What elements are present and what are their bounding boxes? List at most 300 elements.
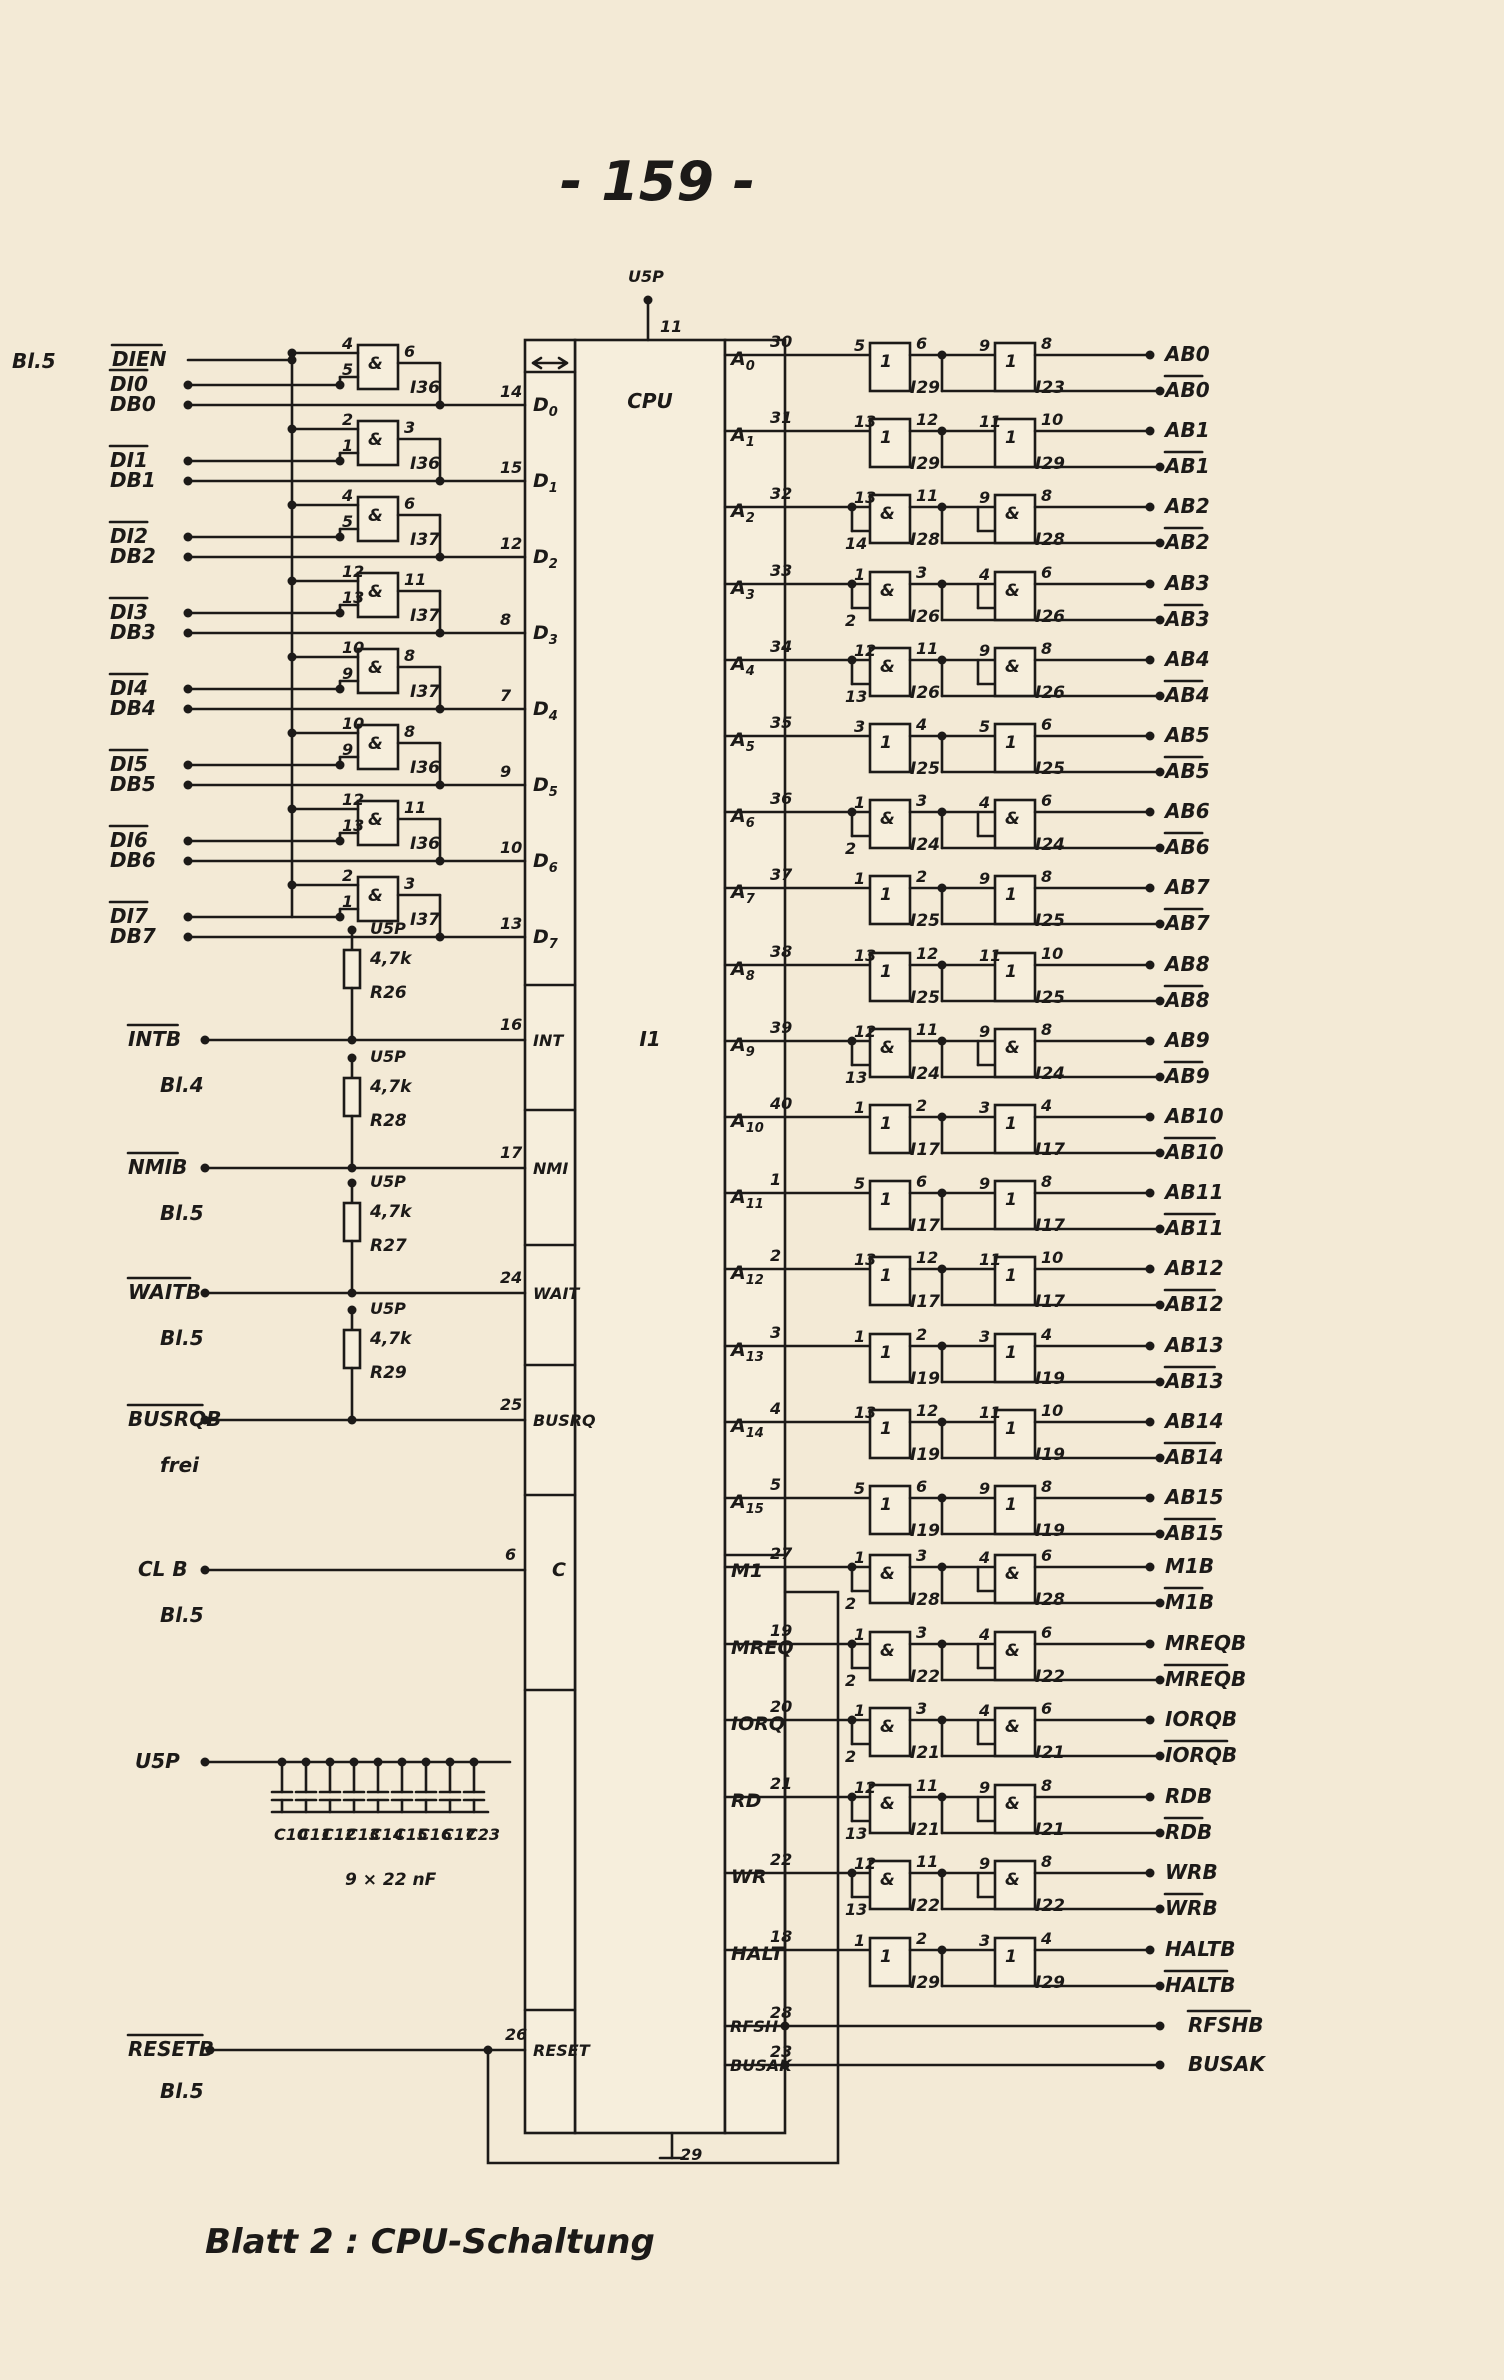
pin-number: 12 [854, 1778, 877, 1797]
output-label-inverted: AB7 [1165, 911, 1210, 935]
address-bit-AB0 [725, 332, 1210, 402]
junction-dot [336, 609, 345, 618]
pin-number: 1 [854, 1625, 866, 1644]
cpu-pin-label: $D_0$ [533, 394, 558, 420]
capacitor-ref: C14 [370, 1825, 405, 1844]
pin-number: 3 [979, 1098, 991, 1117]
gate-symbol: & [1005, 1641, 1020, 1661]
pin-number: 3 [916, 1546, 928, 1565]
gate-ic-label: I28 [1035, 530, 1065, 550]
gate-ic-label: I19 [910, 1521, 940, 1541]
gate-symbol: & [1005, 1870, 1020, 1890]
cpu-pin-label: WR [731, 1866, 767, 1888]
pin-number: 3 [854, 717, 866, 736]
junction-dot [288, 653, 297, 662]
pin-number: 9 [979, 336, 991, 355]
pullup-vcc-label: U5P [370, 1299, 406, 1318]
pin-number: 1 [854, 1701, 866, 1720]
pin-number: 9 [979, 488, 991, 507]
junction-dot [184, 553, 193, 562]
address-bit-AB2 [725, 484, 1210, 554]
gate-symbol: & [368, 810, 383, 830]
junction-dot [201, 1036, 210, 1045]
gate-ic-label: I24 [910, 1064, 940, 1084]
cpu-pin-label: $A_1$ [731, 424, 755, 450]
cpu-pin-number: 7 [500, 686, 512, 705]
address-bit-AB1 [725, 408, 1210, 478]
pin-number: 1 [854, 1098, 866, 1117]
cpu-pin-label: $D_2$ [533, 546, 558, 572]
output-label: AB11 [1165, 1180, 1224, 1204]
gate-symbol: 1 [1005, 1343, 1017, 1363]
cpu-pin-label: $A_5$ [731, 729, 755, 755]
gate-ic-label: I36 [410, 758, 440, 778]
junction-dot [348, 1416, 357, 1425]
pin-number: 4 [979, 793, 991, 812]
gate-ic-label: I19 [1035, 1369, 1065, 1389]
decoupling-vcc-label: U5P [135, 1749, 180, 1773]
pin-number: 9 [979, 1854, 991, 1873]
junction-dot [436, 553, 445, 562]
junction-dot [1146, 1037, 1155, 1046]
junction-dot [1146, 1640, 1155, 1649]
pin-number: 11 [916, 1776, 939, 1795]
gate-ic-label: I24 [910, 835, 940, 855]
signal-label: DI3 [110, 600, 148, 624]
output-label-inverted: AB2 [1165, 530, 1210, 554]
junction-dot [288, 501, 297, 510]
junction-dot [436, 477, 445, 486]
address-bit-AB10 [725, 1094, 1224, 1164]
output-label-inverted: AB5 [1165, 759, 1210, 783]
junction-dot [1146, 1946, 1155, 1955]
gate-ic-label: I26 [1035, 683, 1065, 703]
cpu-pin-number: 37 [770, 865, 793, 884]
signal-label: DI6 [110, 828, 148, 852]
gate-symbol: 1 [880, 1114, 892, 1134]
pin-number: 11 [916, 639, 939, 658]
junction-dot [1146, 1342, 1155, 1351]
junction-dot [1156, 1530, 1165, 1539]
pin-number: 6 [1041, 1546, 1053, 1565]
resistor-ref: R29 [370, 1363, 407, 1383]
cpu-pin-label: $A_7$ [731, 881, 755, 907]
cpu-pin-label: $A_{11}$ [731, 1186, 764, 1212]
pin-number: 2 [845, 1747, 857, 1766]
cpu-pin-number: 3 [770, 1323, 782, 1342]
pin-number: 13 [342, 588, 365, 607]
cpu-pin-number: 13 [500, 914, 523, 933]
capacitor-ref: C13 [346, 1825, 381, 1844]
junction-dot [288, 805, 297, 814]
resistor-ref: R28 [370, 1111, 407, 1131]
gate-ic-label: I29 [910, 454, 940, 474]
gate-ic-label: I22 [1035, 1896, 1065, 1916]
pin-number: 11 [404, 798, 427, 817]
gate-symbol: & [880, 657, 895, 677]
clock-label: CL B [138, 1557, 188, 1581]
junction-dot [184, 381, 193, 390]
gate-symbol: & [880, 1038, 895, 1058]
pin-number: 5 [342, 360, 354, 379]
gate-ic-label: I37 [410, 910, 440, 930]
pin-number: 5 [854, 1174, 866, 1193]
sheet-ref: Bl.5 [160, 1326, 204, 1350]
cpu-pin-number: 24 [500, 1268, 523, 1287]
pin-number: 13 [854, 1250, 877, 1269]
pin-number: 12 [342, 790, 365, 809]
junction-dot [1156, 1752, 1165, 1761]
pin-number: 2 [845, 611, 857, 630]
data-bit-DB5 [110, 714, 525, 796]
cpu-pin-label: BUSRQ [533, 1411, 596, 1430]
junction-dot [1146, 656, 1155, 665]
cpu-pin-number: 8 [500, 610, 512, 629]
pin-number: 9 [979, 1022, 991, 1041]
pin-number: 12 [854, 1854, 877, 1873]
control-output-RDB [725, 1774, 1212, 1844]
junction-dot [201, 1289, 210, 1298]
cpu-pin-label: $A_{10}$ [731, 1110, 764, 1136]
pin-number: 10 [342, 714, 365, 733]
output-label-inverted: AB15 [1165, 1521, 1224, 1545]
cpu-pin-label: MREQ [731, 1637, 794, 1659]
pin-number: 3 [916, 1623, 928, 1642]
pin-number: 8 [1041, 1776, 1053, 1795]
cpu-pin-number: 25 [500, 1395, 523, 1414]
pin-number: 4 [1041, 1929, 1053, 1948]
junction-dot [1146, 1793, 1155, 1802]
data-bit-DB0 [110, 334, 525, 416]
control-output-IORQB [725, 1697, 1237, 1767]
gate-symbol: & [880, 809, 895, 829]
junction-dot [1146, 1189, 1155, 1198]
gate-ic-label: I21 [910, 1820, 940, 1840]
pin-number: 9 [979, 1479, 991, 1498]
output-label: AB10 [1165, 1104, 1224, 1128]
gate-ic-label: I17 [910, 1216, 940, 1236]
gate-symbol: 1 [880, 428, 892, 448]
sheet-ref-dien: Bl.5 [12, 349, 56, 373]
pin-number: 8 [404, 646, 416, 665]
pin-number: 8 [1041, 486, 1053, 505]
address-bit-AB8 [725, 942, 1210, 1012]
pin-number: 5 [342, 512, 354, 531]
gate-ic-label: I22 [1035, 1667, 1065, 1687]
output-label: BUSAK [1188, 2052, 1265, 2076]
gate-ic-label: I29 [910, 1973, 940, 1993]
gate-symbol: & [1005, 581, 1020, 601]
junction-dot [1146, 1716, 1155, 1725]
junction-dot [184, 705, 193, 714]
output-label-inverted: MREQB [1165, 1667, 1247, 1691]
junction-dot [1156, 1378, 1165, 1387]
cpu-ref: I1 [639, 1027, 661, 1051]
pin-number: 8 [1041, 867, 1053, 886]
pin-number: 6 [916, 334, 928, 353]
gate-ic-label: I24 [1035, 835, 1065, 855]
junction-dot [184, 857, 193, 866]
output-label-inverted: AB8 [1165, 988, 1210, 1012]
junction-dot [184, 837, 193, 846]
junction-dot [1156, 387, 1165, 396]
output-label-inverted: AB11 [1165, 1216, 1224, 1240]
output-label: AB2 [1165, 494, 1210, 518]
output-label-inverted: IORQB [1165, 1743, 1238, 1767]
pin-number: 8 [1041, 1477, 1053, 1496]
sheet-ref: Bl.5 [160, 1201, 204, 1225]
pin-number: 13 [845, 1824, 868, 1843]
cpu-pin-label: $A_2$ [731, 500, 755, 526]
junction-dot [288, 349, 297, 358]
output-label-inverted: AB9 [1165, 1064, 1210, 1088]
pin-number: 13 [845, 687, 868, 706]
pin-number: 4 [979, 1701, 991, 1720]
signal-label: NMIB [128, 1155, 188, 1179]
junction-dot [1156, 1301, 1165, 1310]
pullup-vcc-label: U5P [370, 919, 406, 938]
signal-label: BUSRQB [128, 1407, 222, 1431]
pin-number: 6 [1041, 1623, 1053, 1642]
cpu-pin-label: $A_0$ [731, 348, 755, 374]
address-bit-AB5 [725, 713, 1210, 783]
control-input-INTB [128, 919, 564, 1097]
pin-number: 1 [854, 1931, 866, 1950]
gate-symbol: & [368, 658, 383, 678]
junction-dot [288, 425, 297, 434]
junction-dot [184, 781, 193, 790]
cpu-pin-label: IORQ [731, 1713, 786, 1735]
pin-number: 9 [342, 740, 354, 759]
signal-label: DB6 [110, 848, 156, 872]
cpu-pin-number: 2 [770, 1246, 782, 1265]
pin-number: 4 [979, 565, 991, 584]
output-label-inverted: AB1 [1165, 454, 1210, 478]
junction-dot [184, 477, 193, 486]
output-label: AB12 [1165, 1256, 1224, 1280]
cpu-pin-number: 19 [770, 1621, 793, 1640]
address-bit-AB6 [725, 789, 1210, 859]
cpu-body [575, 340, 725, 2133]
address-bit-AB12 [725, 1246, 1224, 1316]
sheet-ref-resetb: Bl.5 [160, 2079, 204, 2103]
sheet-ref: Bl.4 [160, 1073, 204, 1097]
gate-symbol: & [1005, 1717, 1020, 1737]
gate-symbol: & [1005, 504, 1020, 524]
gate-symbol: 1 [1005, 1266, 1017, 1286]
gate-symbol: 1 [880, 885, 892, 905]
cpu-pin-number: 39 [770, 1018, 793, 1037]
gate-symbol: 1 [1005, 1114, 1017, 1134]
data-bit-DB2 [110, 486, 525, 568]
reset-label: RESETB [128, 2037, 215, 2061]
resistor-value: 4,7k [370, 949, 412, 969]
pin-number: 3 [404, 874, 416, 893]
pin-number: 4 [979, 1625, 991, 1644]
junction-dot [336, 533, 345, 542]
clock-pin-number: 6 [505, 1545, 517, 1564]
gate-ic-label: I28 [910, 530, 940, 550]
junction-dot [1146, 580, 1155, 589]
data-bit-DB3 [110, 562, 525, 644]
junction-dot [336, 913, 345, 922]
pin-number: 11 [979, 1250, 1002, 1269]
gate-ic-label: I28 [910, 1590, 940, 1610]
junction-dot [1156, 1829, 1165, 1838]
pin-number: 13 [854, 946, 877, 965]
junction-dot [348, 1054, 357, 1063]
clock-pin-label: C [552, 1559, 566, 1581]
gate-symbol: & [880, 1870, 895, 1890]
junction-dot [1156, 1225, 1165, 1234]
gate-ic-label: I26 [1035, 607, 1065, 627]
pullup-resistor-R27 [344, 1203, 360, 1241]
gate-symbol: & [880, 1564, 895, 1584]
pin-number: 10 [1041, 944, 1064, 963]
gate-ic-label: I22 [910, 1667, 940, 1687]
junction-dot [288, 729, 297, 738]
cpu-pin-number: 31 [770, 408, 793, 427]
gate-symbol: & [1005, 657, 1020, 677]
pin-number: 10 [1041, 1401, 1064, 1420]
gate-symbol: 1 [880, 1343, 892, 1363]
address-bit-AB14 [725, 1399, 1224, 1469]
junction-dot [436, 401, 445, 410]
gate-ic-label: I21 [1035, 1743, 1065, 1763]
junction-dot [201, 1164, 210, 1173]
pin-number: 1 [854, 869, 866, 888]
pin-number: 8 [1041, 639, 1053, 658]
pin-number: 1 [854, 1327, 866, 1346]
cpu-pin-number: 9 [500, 762, 512, 781]
gate-ic-label: I17 [1035, 1292, 1065, 1312]
output-label: AB5 [1165, 723, 1210, 747]
pin-number: 12 [916, 1248, 939, 1267]
cpu-pin-number: 23 [770, 2042, 793, 2061]
junction-dot [288, 577, 297, 586]
junction-dot [1146, 732, 1155, 741]
cpu-pin-label: $A_9$ [731, 1034, 755, 1060]
pin-number: 6 [1041, 791, 1053, 810]
output-label: AB3 [1165, 571, 1210, 595]
junction-dot [1146, 427, 1155, 436]
resistor-value: 4,7k [370, 1077, 412, 1097]
pin-number: 9 [979, 1778, 991, 1797]
junction-dot [348, 1289, 357, 1298]
cpu-vcc-pin: 11 [660, 317, 683, 336]
gate-ic-label: I21 [1035, 1820, 1065, 1840]
sheet-ref: frei [160, 1453, 199, 1477]
junction-dot [1146, 884, 1155, 893]
gate-ic-label: I36 [410, 454, 440, 474]
pin-number: 11 [916, 486, 939, 505]
gate-ic-label: I25 [910, 759, 940, 779]
junction-dot [184, 609, 193, 618]
cpu-pin-number: 34 [770, 637, 793, 656]
signal-label: DB2 [110, 544, 156, 568]
diagram-caption: Blatt 2 : CPU-Schaltung [205, 2222, 655, 2262]
gate-ic-label: I26 [910, 607, 940, 627]
pin-number: 6 [404, 342, 416, 361]
pin-number: 10 [342, 638, 365, 657]
gate-ic-label: I25 [1035, 759, 1065, 779]
pin-number: 1 [342, 436, 354, 455]
output-label: AB15 [1165, 1485, 1224, 1509]
signal-label: DI1 [110, 448, 148, 472]
cpu-pin-label: $D_1$ [533, 470, 558, 496]
junction-dot [1156, 539, 1165, 548]
junction-dot [1156, 1982, 1165, 1991]
gate-symbol: & [368, 734, 383, 754]
junction-dot [1146, 351, 1155, 360]
junction-dot [1156, 1073, 1165, 1082]
pullup-vcc-label: U5P [370, 1047, 406, 1066]
gate-ic-label: I19 [1035, 1521, 1065, 1541]
gate-ic-label: I25 [910, 911, 940, 931]
junction-dot [1146, 961, 1155, 970]
pin-number: 3 [916, 563, 928, 582]
resistor-ref: R27 [370, 1236, 407, 1256]
junction-dot [1156, 1454, 1165, 1463]
signal-label: DB5 [110, 772, 156, 796]
capacitor-ref: C15 [394, 1825, 429, 1844]
output-label: HALTB [1165, 1937, 1236, 1961]
junction-dot [184, 629, 193, 638]
pin-number: 1 [854, 565, 866, 584]
pin-number: 8 [404, 722, 416, 741]
cpu-pin-label: $A_3$ [731, 577, 755, 603]
junction-dot [1156, 692, 1165, 701]
gate-symbol: & [1005, 1038, 1020, 1058]
pin-number: 6 [916, 1172, 928, 1191]
cpu-pin-number: 16 [500, 1015, 523, 1034]
junction-dot [184, 401, 193, 410]
cpu-pin-label: $D_7$ [533, 926, 558, 952]
pin-number: 8 [1041, 1172, 1053, 1191]
capacitor-ref: C11 [298, 1825, 333, 1844]
direct-output-RFSHB [725, 2003, 1263, 2037]
gate-symbol: 1 [880, 1190, 892, 1210]
output-label: AB0 [1165, 342, 1210, 366]
pin-number: 5 [854, 336, 866, 355]
cpu-pin-label: BUSAK [730, 2056, 792, 2075]
junction-dot [1146, 1265, 1155, 1274]
pin-number: 2 [845, 1671, 857, 1690]
cpu-pin-label: $A_8$ [731, 958, 755, 984]
output-label-inverted: AB6 [1165, 835, 1210, 859]
pin-number: 11 [916, 1852, 939, 1871]
gate-ic-label: I25 [1035, 911, 1065, 931]
gate-symbol: & [368, 886, 383, 906]
gate-symbol: & [368, 354, 383, 374]
pullup-vcc-label: U5P [370, 1172, 406, 1191]
junction-dot [184, 933, 193, 942]
gate-symbol: 1 [1005, 1495, 1017, 1515]
gate-ic-label: I36 [410, 834, 440, 854]
pullup-resistor-R28 [344, 1078, 360, 1116]
gate-ic-label: I19 [910, 1445, 940, 1465]
pin-number: 4 [916, 715, 928, 734]
dien-label: DIEN [112, 347, 167, 371]
gate-symbol: 1 [880, 1266, 892, 1286]
cpu-pin-number: 33 [770, 561, 793, 580]
gate-symbol: 1 [880, 733, 892, 753]
pin-number: 12 [916, 944, 939, 963]
pin-number: 2 [342, 410, 354, 429]
resistor-value: 4,7k [370, 1329, 412, 1349]
control-output-WRB [725, 1850, 1218, 1920]
pin-number: 2 [845, 839, 857, 858]
